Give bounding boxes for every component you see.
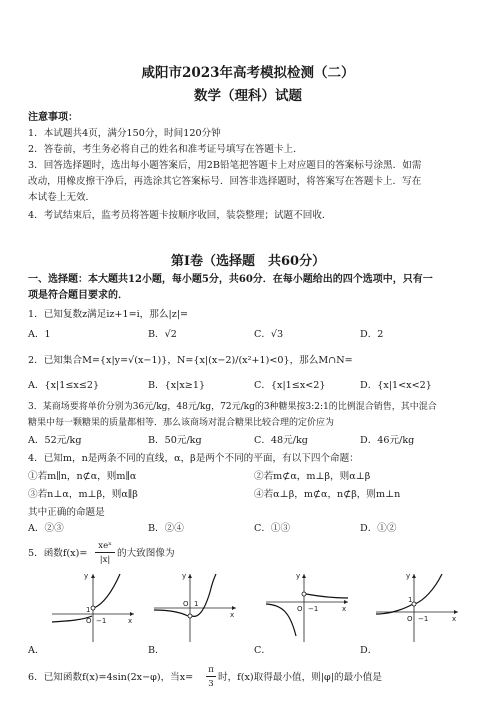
- notice-item: 改动，用橡皮擦干净后，再选涂其它答案标号．回答非选择题时，将答案写在答题卡上．写在: [28, 176, 422, 187]
- tick-label-neg1: −1: [418, 615, 429, 623]
- q5-numerator: xeˣ: [98, 541, 112, 551]
- q5-denominator: |x|: [99, 555, 111, 565]
- q4-prompt: 其中正确的命题是: [28, 507, 105, 518]
- q5-graph-c: [262, 572, 352, 644]
- q5-fraction-bar: [95, 552, 115, 553]
- q4-stem: 4．已知m，n是两条不同的直线，α，β是两个不同的平面，有以下四个命题：: [28, 453, 359, 464]
- q2-option-a: A．{x|1≤x≤2}: [28, 380, 100, 391]
- q6-frac-num: π: [208, 665, 214, 675]
- section-title: 第Ⅰ卷（选择题 共60分）: [170, 254, 326, 269]
- q1-option-d: D．2: [360, 329, 384, 340]
- q3-stem: 糖果中每一颗糖果的质量都相等．那么该商场对混合糖果比较合理的定价应为: [28, 418, 335, 428]
- q6-frac-den: 3: [208, 679, 214, 689]
- tick-label-neg1: −1: [96, 617, 107, 625]
- tick-label-1: 1: [194, 600, 199, 608]
- exam-subtitle: 数学（理科）试题: [194, 88, 302, 104]
- exam-title: 咸阳市2023年高考模拟检测（二）: [141, 65, 355, 81]
- q3-option-b: B．50元/kg: [148, 435, 202, 446]
- q2-stem: 2．已知集合M={x|y=√(x−1)}，N={x|(x−2)/(x²+1)<0}，那么M∩N=: [28, 355, 353, 366]
- y-axis-label: y: [296, 572, 301, 580]
- notice-item: 1．本试题共4页，满分150分，时间120分钟: [28, 128, 221, 139]
- q3-option-c: C．48元/kg: [254, 435, 308, 446]
- q2-option-b: B．{x|x≥1}: [148, 380, 206, 391]
- q4-proposition: ④若α⊥β，m⊄α，n⊄β，则m⊥n: [254, 489, 401, 500]
- notice-item: 2．答卷前，考生务必将自己的姓名和准考证号填写在答题卡上．: [28, 144, 303, 155]
- q6-stem-part2: 时，f(x)取得最小值，则|φ|的最小值是: [218, 672, 382, 683]
- q5-option-a: A．: [28, 645, 45, 656]
- q6-stem-part1: 6．已知函数f(x)=4sin(2x−φ)，当x=: [28, 672, 194, 683]
- x-axis-label: x: [452, 615, 457, 623]
- section-instructions: 项是符合题目要求的．: [28, 290, 128, 301]
- q1-option-a: A．1: [28, 329, 51, 340]
- q1-option-c: C．√3: [254, 329, 284, 340]
- origin-label: O: [183, 600, 189, 608]
- q3-option-d: D．46元/kg: [360, 435, 415, 446]
- x-axis-label: x: [230, 611, 235, 619]
- x-axis-label: x: [342, 605, 347, 613]
- q3-stem: 3．某商场要将单价分别为36元/kg，48元/kg，72元/kg的3种糖果按3:2:1的比例混合销售，其中混合: [28, 402, 437, 412]
- q4-proposition: ③若n⊥α，m⊥β，则α∥β: [28, 489, 138, 500]
- q1-option-b: B．√2: [148, 329, 177, 340]
- x-axis-label: x: [128, 617, 133, 625]
- origin-label: O: [86, 617, 92, 625]
- q5-graph-d: [372, 572, 462, 644]
- q5-graph-b: [150, 572, 240, 644]
- q3-option-a: A．52元/kg: [28, 435, 82, 446]
- q6-fraction-bar: [206, 676, 216, 677]
- q4-option-a: A．②③: [28, 523, 64, 534]
- q1-stem: 1．已知复数z满足iz+1=i，那么|z|=: [28, 309, 189, 320]
- origin-label: O: [297, 605, 303, 613]
- tick-label-1: 1: [408, 596, 413, 604]
- y-axis-label: y: [406, 572, 411, 580]
- q5-option-b: B．: [148, 645, 165, 656]
- y-axis-label: y: [182, 572, 187, 580]
- tick-label-neg1: −1: [308, 605, 319, 613]
- notice-heading: 注意事项：: [28, 112, 78, 123]
- tick-label-1: 1: [86, 606, 91, 614]
- q4-proposition: ①若m∥n，n⊄α，则m∥α: [28, 471, 137, 482]
- notice-item: 本试卷上无效．: [28, 192, 96, 203]
- q4-option-d: D．①②: [360, 523, 397, 534]
- q5-option-d: D．: [360, 645, 378, 656]
- q5-stem-prefix: 5．函数f(x)=: [28, 548, 88, 559]
- q5-graph-a: [48, 572, 138, 644]
- y-axis-label: y: [84, 572, 89, 580]
- q4-option-b: B．②④: [148, 523, 184, 534]
- q5-option-c: C．: [254, 645, 271, 656]
- q5-stem-suffix: 的大致图像为: [117, 548, 175, 559]
- q2-option-c: C．{x|1≤x<2}: [254, 380, 326, 391]
- notice-item: 4．考试结束后，监考员将答题卡按顺序收回，装袋整理；试题不回收．: [28, 210, 332, 221]
- origin-label: O: [407, 615, 413, 623]
- section-instructions: 一、选择题：本大题共12小题，每小题5分，共60分．在每小题给出的四个选项中，只有一: [28, 274, 433, 285]
- q4-proposition: ②若m⊄α，m⊥β，则α⊥β: [254, 471, 371, 482]
- notice-item: 3．回答选择题时，选出每小题答案后，用2B铅笔把答题卡上对应题目的答案标号涂黑．如需: [28, 160, 422, 171]
- q4-option-c: C．①③: [254, 523, 291, 534]
- q2-option-d: D．{x|1<x<2}: [360, 380, 432, 391]
